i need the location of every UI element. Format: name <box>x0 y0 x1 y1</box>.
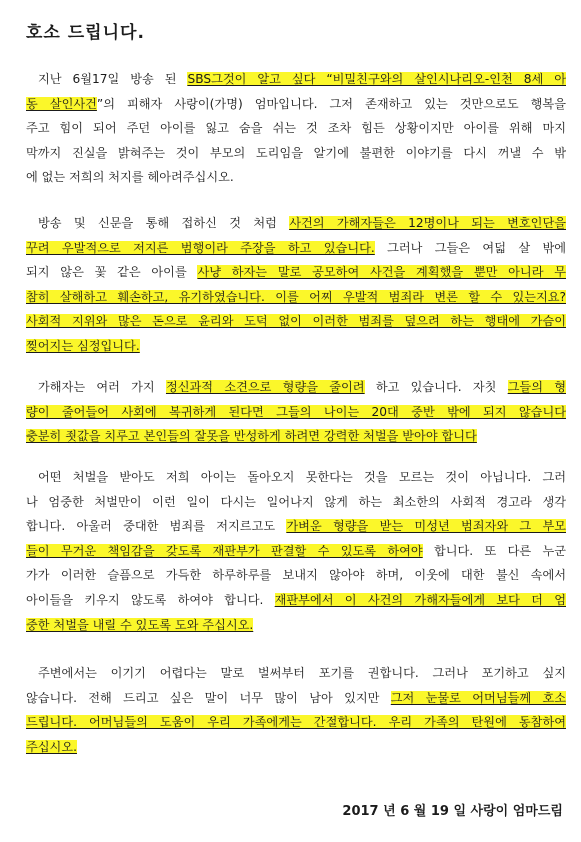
text-line <box>26 542 566 560</box>
text-line <box>26 239 566 257</box>
text-line <box>26 427 566 445</box>
text-span: 나 엄중한 처벌만이 이런 일이 다시는 일어나지 않게 하는 최소한의 사회적 경고라 생각 <box>26 494 566 509</box>
text-span: 되지 않은 꽃 같은 아이를 <box>26 265 198 280</box>
highlighted-text: 꾸려 우발적으로 저지른 범행이라 주장을 하고 있습니다. <box>26 240 375 255</box>
highlighted-text: 사건의 가해자들은 12명이나 되는 변호인단을 <box>289 216 566 230</box>
text-span: 그러나 그들은 여덟 살 밖에 <box>374 240 566 255</box>
text-line <box>38 70 566 88</box>
text-line <box>26 168 566 186</box>
highlighted-text: 량이 줄어들어 사회에 복귀하게 된다면 그들의 나이는 20대 중반 밖에 되지 않습니다 <box>26 404 566 419</box>
highlighted-text: 정신과적 소견으로 형량을 줄이려 <box>165 380 365 394</box>
text-line <box>26 144 566 162</box>
text-line <box>26 337 566 355</box>
text-span: 에 없는 저희의 처지를 헤아려주십시오. <box>26 170 234 185</box>
highlighted-text: 드립니다. 어머님들의 도움이 우리 가족에게는 간절합니다. 우리 가족의 탄원에 동참하여 <box>26 715 566 730</box>
text-line <box>26 738 566 756</box>
text-line <box>26 713 566 731</box>
highlighted-text: 동 살인사건 <box>26 96 97 111</box>
highlighted-text: 사회적 지위와 많은 돈으로 윤리와 도덕 없이 이러한 범죄를 덮으려 하는 행태에 가슴이 <box>26 314 566 329</box>
highlighted-text: 가벼운 형량을 받는 미성년 범죄자와 그 부모 <box>286 519 566 534</box>
text-span: 아이들을 키우지 않도록 하여야 합니다. <box>26 593 275 607</box>
text-span: 가가 이러한 슬픔으로 가득한 하루하루를 보내지 않아야 하며, 이웃에 대한 불신 속에서 <box>26 568 566 583</box>
text-line <box>38 664 566 682</box>
text-line <box>38 468 566 486</box>
text-line <box>38 214 566 232</box>
text-span: 방송 및 신문을 통해 접하신 것 처럼 <box>38 216 290 230</box>
text-span: 주변에서는 이기기 어렵다는 말로 벌써부터 포기를 권합니다. 그러나 포기하고 싶지 <box>38 666 566 680</box>
text-line <box>26 119 566 137</box>
highlighted-text: 사냥 하자는 말로 공모하여 사건을 계획했을 뿐만 아니라 무 <box>197 265 566 280</box>
highlighted-text: 재판부에서 이 사건의 가해자들에게 보다 더 엄 <box>274 593 566 607</box>
text-line <box>26 689 566 707</box>
text-line <box>26 263 566 281</box>
text-line <box>26 288 566 306</box>
text-line <box>26 95 566 113</box>
text-span: 합니다. 아울러 중대한 범죄를 저지르고도 <box>26 519 287 534</box>
highlighted-text: 그저 눈물로 어머님들께 호소 <box>390 690 566 705</box>
text-span: 지난 6월17일 방송 된 <box>38 72 188 86</box>
signature-line: 2017 년 6 월 19 일 사랑이 엄마드림 <box>342 804 563 819</box>
highlighted-text: 참히 살해하고 훼손하고, 유기하였습니다. 이를 어찌 우발적 범죄라 변론 할 수 있는지요? <box>26 289 566 304</box>
highlighted-text: 충분히 죗값을 치루고 본인들의 잘못을 반성하게 하려면 강력한 처벌을 받아야 합니다 <box>26 429 477 444</box>
text-line <box>26 591 566 609</box>
text-span: 않습니다. 전해 드리고 싶은 말이 너무 많이 남아 있지만 <box>26 690 391 705</box>
text-line <box>26 493 566 511</box>
text-span: 합니다. 또 다른 누군 <box>422 543 566 558</box>
highlighted-text: 그들의 형 <box>507 380 566 394</box>
text-span: 하고 있습니다. 자칫 <box>364 380 508 394</box>
text-span: 가해자는 여러 가지 <box>38 380 166 394</box>
text-line <box>26 517 566 535</box>
highlighted-text: 중한 처벌을 내릴 수 있도록 도와 주십시오. <box>26 617 254 632</box>
text-line <box>26 403 566 421</box>
highlighted-text: 찢어지는 심정입니다. <box>26 339 140 353</box>
text-span: 막까지 진실을 밝혀주는 것이 부모의 도리임을 알기에 불편한 이야기를 다시 꺼낼 수 밖 <box>26 145 566 160</box>
text-line <box>26 312 566 330</box>
text-span: 어떤 처벌을 받아도 저희 아이는 돌아오지 못한다는 것을 모르는 것이 아닙니다. 그러 <box>38 470 566 484</box>
highlighted-text: 들이 무거운 책임감을 갖도록 재판부가 판결할 수 있도록 하여야 <box>26 543 423 558</box>
text-line <box>38 378 566 396</box>
document-title: 호소 드립니다. <box>26 23 145 43</box>
text-line <box>26 616 566 634</box>
highlighted-text: SBS그것이 알고 싶다 “비밀친구와의 살인시나리오-인천 8세 아 <box>187 72 566 86</box>
highlighted-text: 주십시오. <box>26 739 77 754</box>
text-line <box>26 566 566 584</box>
text-span: 주고 힘이 되어 주던 아이를 잃고 숨을 쉬는 것 조차 힘든 상황이지만 아이를 위해 마지 <box>26 121 566 136</box>
text-span: ”의 피해자 사랑이(가명) 엄마입니다. 그저 존재하고 있는 것만으로도 행복을 <box>96 96 566 111</box>
